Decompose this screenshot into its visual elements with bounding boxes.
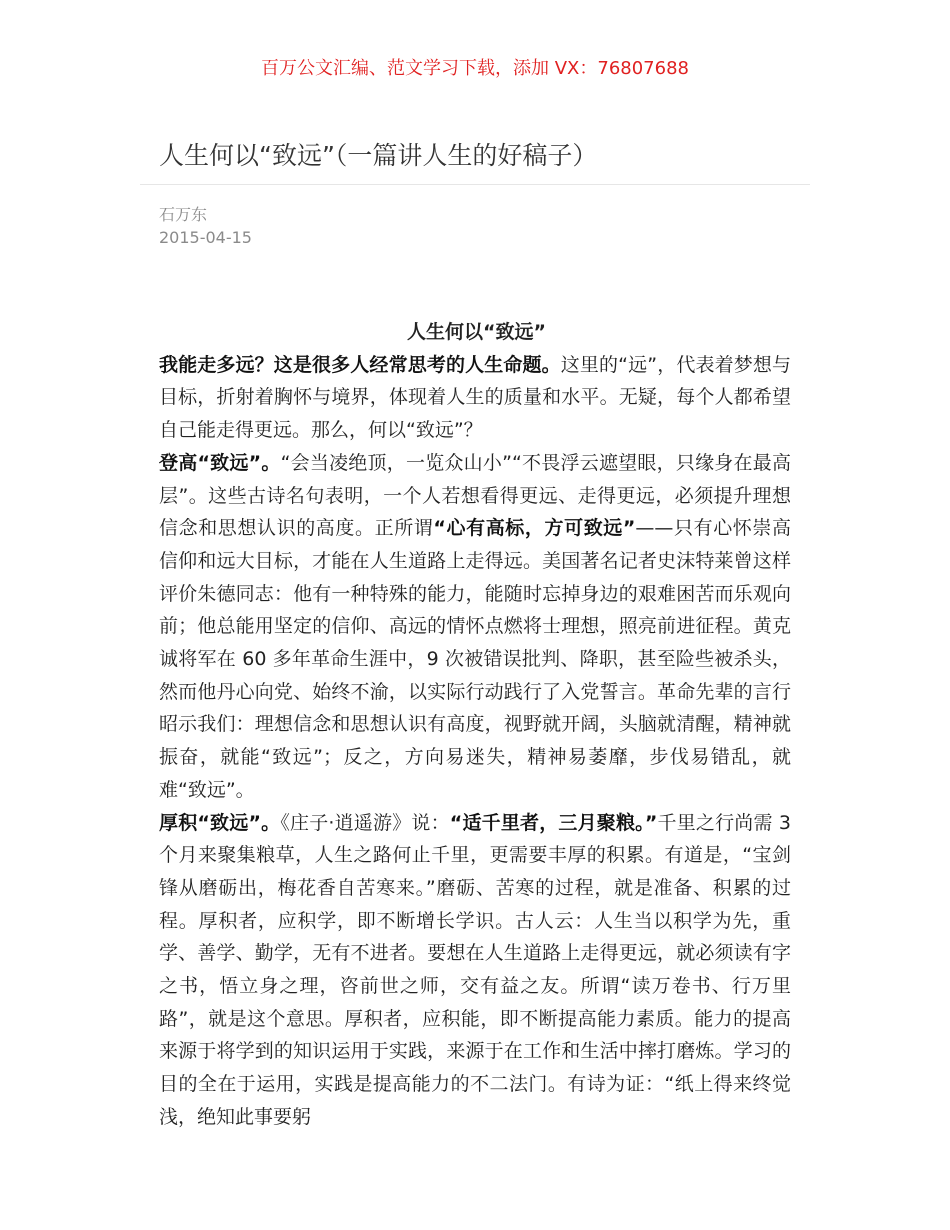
publish-date: 2015-04-15	[159, 228, 252, 247]
page-title: 人生何以“致远”（一篇讲人生的好稿子）	[159, 141, 598, 170]
paragraph-denggao-quote: “心有高标，方可致远”	[433, 517, 636, 540]
paragraph-denggao	[159, 447, 791, 807]
paragraph-houji-text-1: 《庄子·逍遥游》说：	[280, 811, 450, 834]
paragraph-denggao-lead: 登高“致远”。	[159, 451, 281, 474]
article-heading: 人生何以“致远”	[407, 321, 546, 343]
paragraph-houji-lead: 厚积“致远”。	[159, 811, 281, 834]
author-name: 石万东	[159, 205, 208, 224]
title-divider	[140, 184, 810, 185]
paragraph-intro-lead: 我能走多远？这是很多人经常思考的人生命题。	[159, 353, 561, 376]
paragraph-houji-quote: “适千里者，三月聚粮。”	[449, 811, 658, 834]
paragraph-houji-text-2: 千里之行尚需 3 个月来聚集粮草，人生之路何止千里，更需要丰厚的积累。有道是，“宝剑锋从磨砺出，梅花香自苦寒来。”磨砺、苦寒的过程，就是准备、积累的过程。厚积者，应积学，即不断增长学识。古人云：人生当以积学为先，重学、善学、勤学，无有不进者。要想在人生道路上走得更远，就必须读有字之书，悟立身之理，咨前世之师，交有益之友。所谓“读万卷书、行万里路”，就是这个意思。厚积者，应积能，即不断提高能力素质。能力的提高来源于将学到的知识运用于实践，来源于在工作和生活中摔打磨炼。学习的目的全在于运用，实践是提高能力的不二法门。有诗为证：“纸上得来终觉浅，绝知此事要躬	[159, 811, 791, 1128]
paragraph-denggao-text-2: ——只有心怀崇高信仰和远大目标，才能在人生道路上走得远。美国著名记者史沫特莱曾这样评价朱德同志：他有一种特殊的能力，能随时忘掉身边的艰难困苦而乐观向前；他总能用坚定的信仰、高远的情怀点燃将士理想，照亮前进征程。黄克诚将军在 60 多年革命生涯中，9 次被错误批判、降职，甚至险些被杀头，然而他丹心向党、始终不渝，以实际行动践行了入党誓言。革命先辈的言行昭示我们：理想信念和思想认识有高度，视野就开阔，头脑就清醒，精神就振奋，就能“致远”；反之，方向易迷失，精神易萎靡，步伐易错乱，就难“致远”。	[159, 517, 791, 801]
article-body	[159, 316, 791, 1134]
paragraph-denggao-text-1: “会当凌绝顶，一览众山小”“不畏浮云遮望眼，只缘身在最高层”。这些古诗名句表明，一个人若想看得更远、走得更远，必须提升理想信念和思想认识的高度。正所谓	[159, 451, 791, 540]
promo-banner: 百万公文汇编、范文学习下载，添加 VX：76807688	[261, 58, 689, 79]
paragraph-houji	[159, 807, 791, 1134]
paragraph-intro-text: 这里的“远”，代表着梦想与目标，折射着胸怀与境界，体现着人生的质量和水平。无疑，每个人都希望自己能走得更远。那么，何以“致远”？	[159, 353, 791, 442]
paragraph-intro	[159, 349, 791, 447]
